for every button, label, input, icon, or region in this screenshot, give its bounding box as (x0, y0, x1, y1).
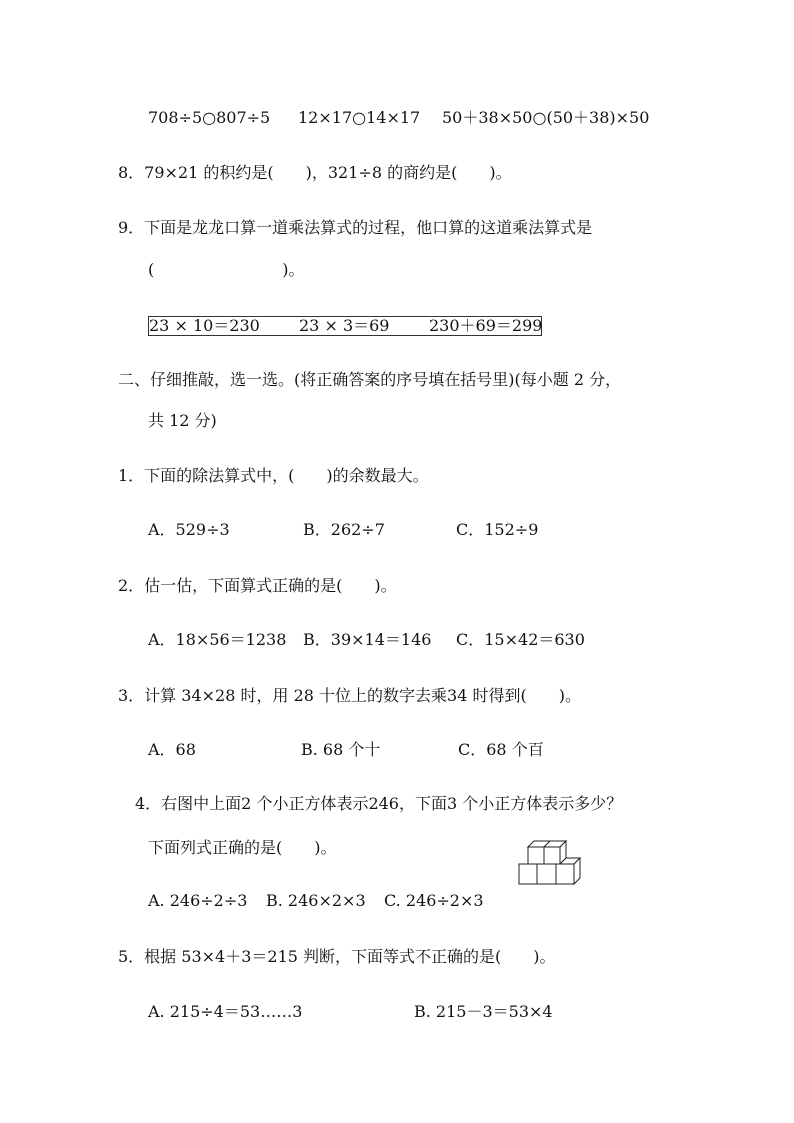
problem-1-stem: 1．下面的除法算式中，( )的余数最大。 (118, 466, 429, 485)
option-c: C．68 个百 (458, 740, 544, 759)
option-c: C．152÷9 (456, 520, 539, 539)
section-2-heading: 二、仔细推敲，选一选。(将正确答案的序号填在括号里)(每小题 2 分， (118, 370, 622, 389)
q7-item-c: 50＋38×50○(50＋38)×50 (442, 108, 650, 127)
option-a: A．18×56＝1238 (148, 630, 287, 649)
problem-5-stem: 5．根据 53×4＋3＝215 判断，下面等式不正确的是( )。 (118, 947, 556, 966)
option-b: B. 246×2×3 (266, 891, 366, 910)
q9-calc-step-1: 23 × 10＝230 (149, 316, 260, 335)
q7-item-a: 708÷5○807÷5 (148, 108, 271, 127)
problem-3-stem: 3．计算 34×28 时，用 28 十位上的数字去乘34 时得到( )。 (118, 686, 581, 705)
section-2-heading-cont: 共 12 分) (148, 411, 217, 430)
problem-2-options (148, 629, 608, 651)
problem-4-stem-cont: 下面列式正确的是( )。 (148, 838, 337, 857)
problem-4-stem: 4．右图中上面2 个小正方体表示246，下面3 个小正方体表示多少？ (135, 794, 623, 813)
option-b: B. 68 个十 (301, 740, 381, 759)
problem-1-options (148, 519, 588, 541)
q9-calculation-box (148, 316, 542, 336)
problem-5-options (148, 1001, 568, 1023)
option-a: A. 246÷2÷3 (148, 891, 248, 910)
option-b: B. 215－3＝53×4 (414, 1002, 553, 1021)
question-8: 8．79×21 的积约是( )，321÷8 的商约是( )。 (118, 163, 512, 182)
option-b: B．39×14＝146 (303, 630, 432, 649)
option-c: C. 246÷2×3 (384, 891, 484, 910)
question-9-stem: 9．下面是龙龙口算一道乘法算式的过程，他口算的这道乘法算式是 (118, 218, 593, 237)
option-c: C．15×42＝630 (456, 630, 585, 649)
q7-item-b: 12×17○14×17 (298, 108, 421, 127)
q9-calc-step-3: 230＋69＝299 (429, 316, 543, 335)
question-9-answer-blank: ( )。 (148, 260, 305, 279)
option-a: A．529÷3 (148, 520, 230, 539)
problem-3-options (148, 739, 588, 761)
problem-4-options (148, 890, 548, 912)
option-a: A. 215÷4＝53……3 (148, 1002, 303, 1021)
option-b: B．262÷7 (303, 520, 385, 539)
option-a: A．68 (148, 740, 196, 759)
cubes-figure-icon (516, 840, 582, 886)
problem-2-stem: 2．估一估，下面算式正确的是( )。 (118, 576, 397, 595)
q7-row (148, 107, 708, 129)
q9-calc-step-2: 23 × 3＝69 (299, 316, 390, 335)
